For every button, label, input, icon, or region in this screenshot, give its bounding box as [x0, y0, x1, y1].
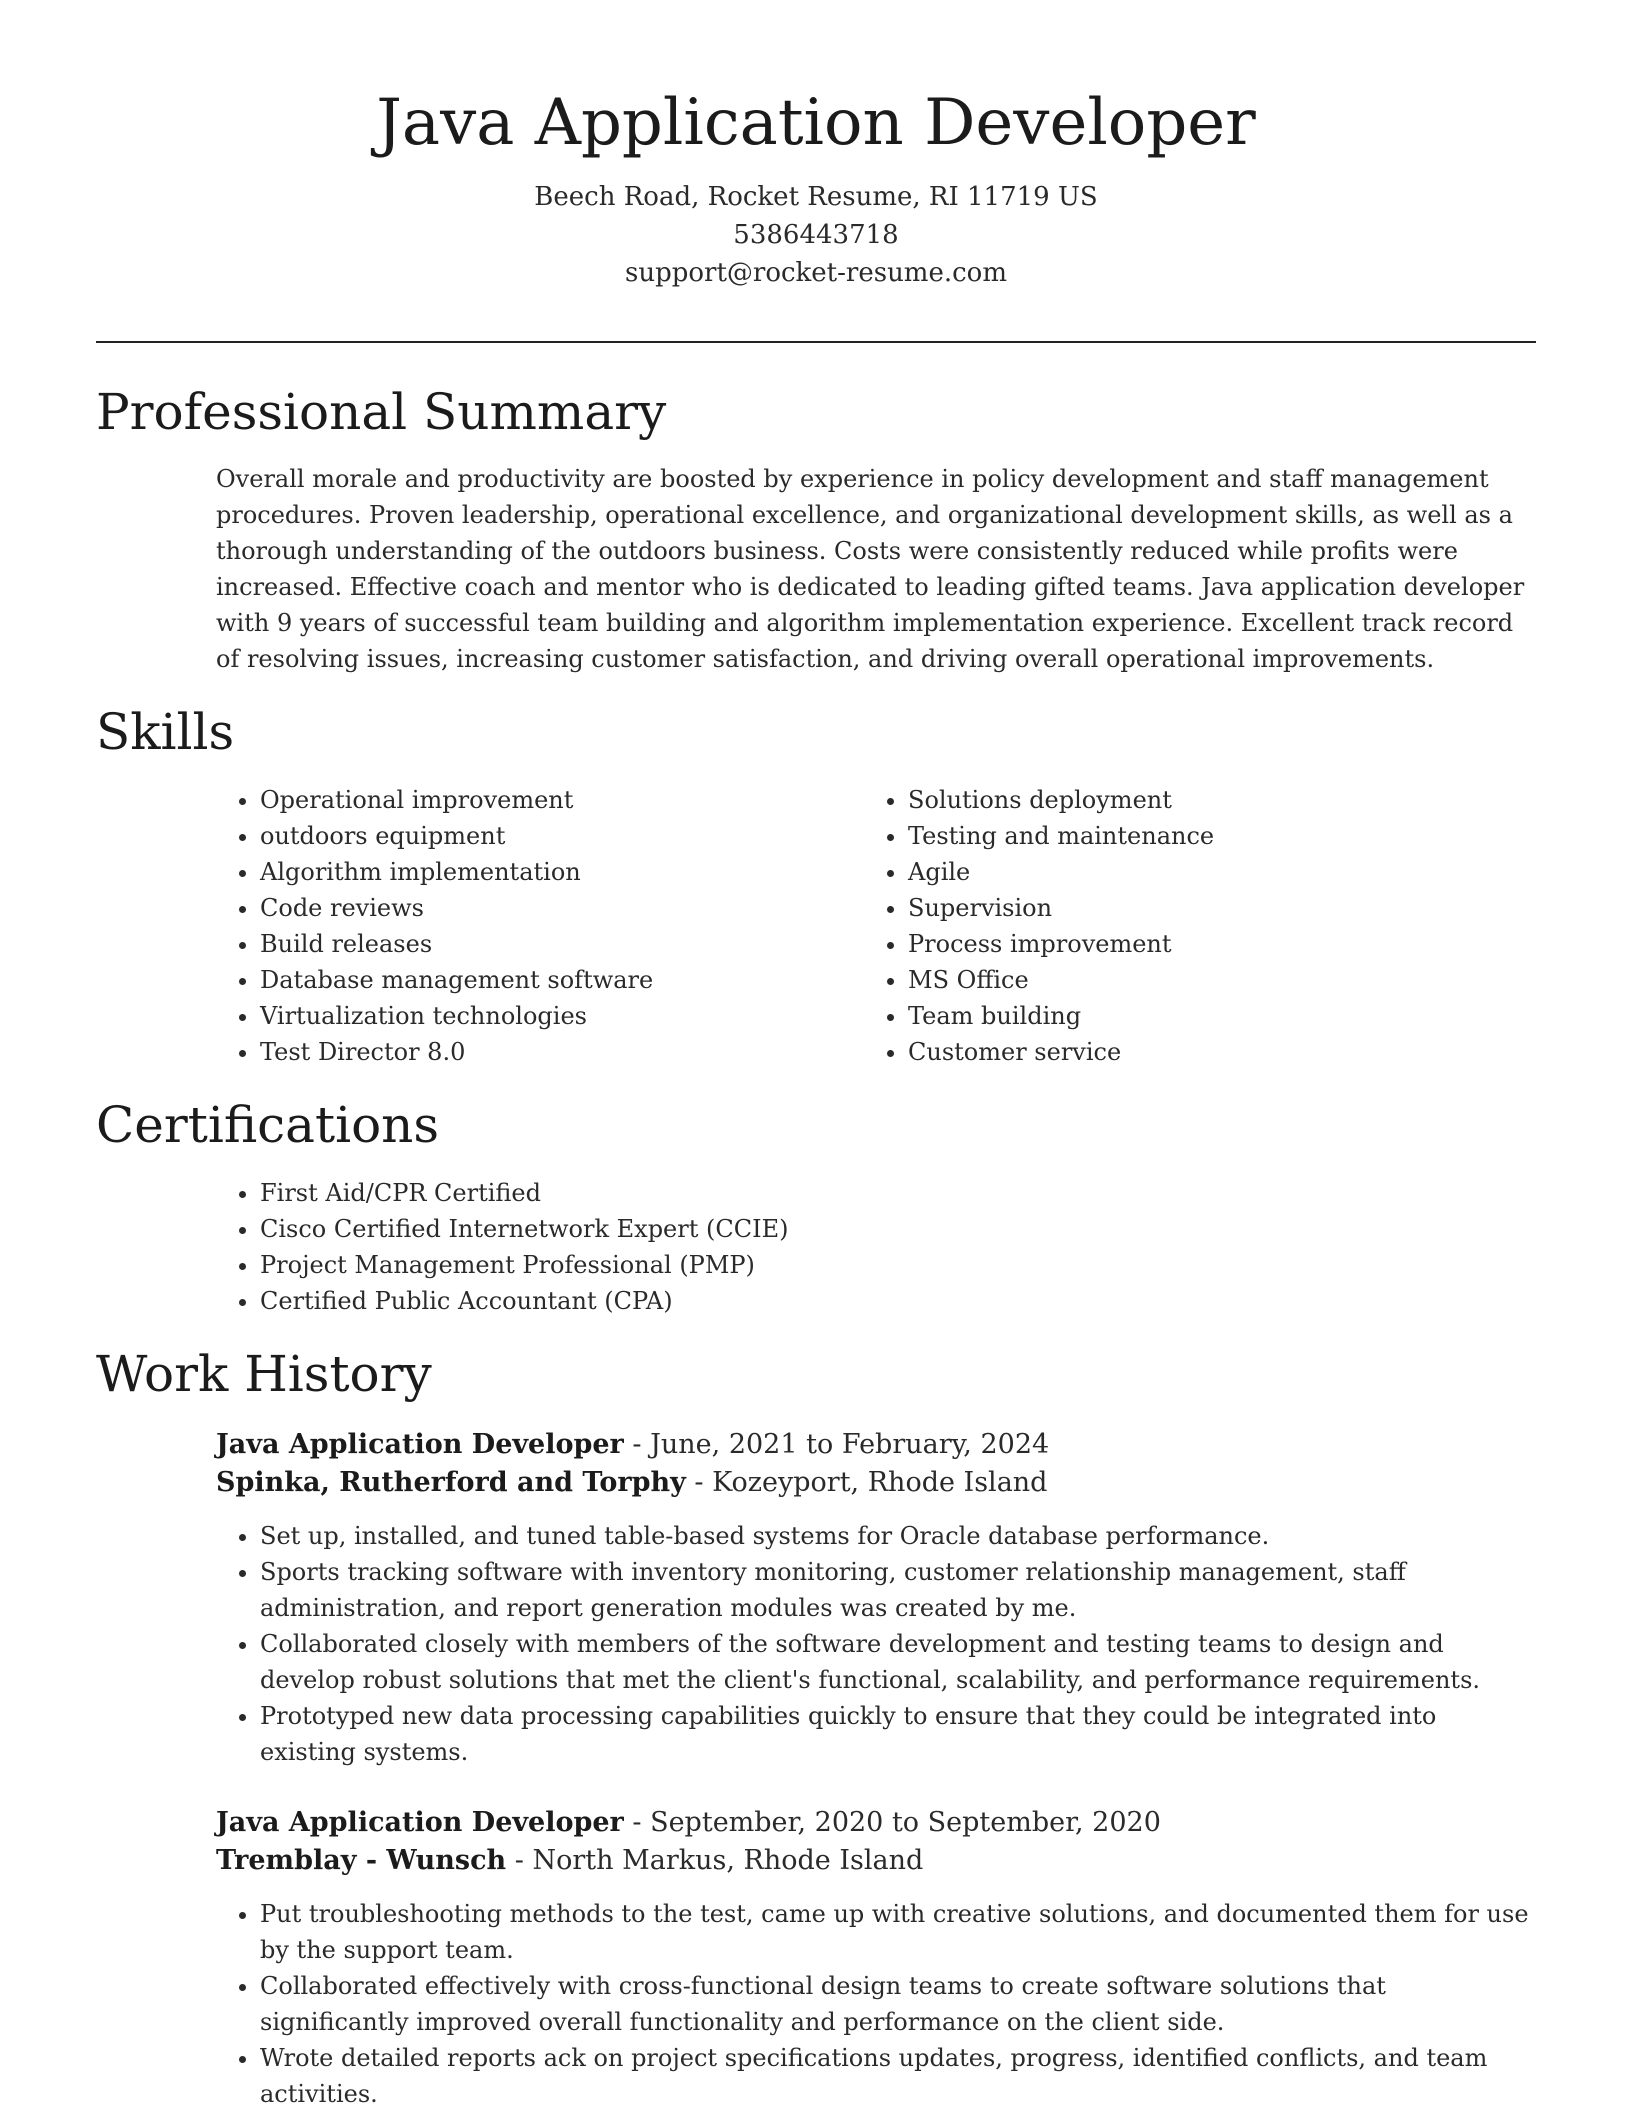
job-company-line [216, 1464, 1536, 1502]
certification-item: • Project Management Professional (PMP) [260, 1247, 788, 1283]
header-divider [96, 341, 1536, 343]
skill-item: • Solutions deployment [908, 782, 1214, 818]
address: Beech Road, Rocket Resume, RI 11719 US [534, 182, 1098, 212]
certifications-list [216, 1175, 788, 1319]
skill-item: • Test Director 8.0 [260, 1034, 653, 1070]
skill-item: • Customer service [908, 1034, 1214, 1070]
job-bullets [216, 1518, 1536, 1770]
job-bullet: • Sports tracking software with inventory monitoring, customer relationship management, staff administration, and report generation modules was created by me. [260, 1554, 1536, 1626]
job-bullet: • Set up, installed, and tuned table-based systems for Oracle database performance. [260, 1518, 1536, 1554]
certification-item: • Cisco Certified Internetwork Expert (CCIE) [260, 1211, 788, 1247]
job-dates: - September, 2020 to September, 2020 [623, 1807, 1161, 1838]
skill-item: • MS Office [908, 962, 1214, 998]
skill-item: • Operational improvement [260, 782, 653, 818]
job-bullet: • Collaborated closely with members of the software development and testing teams to design and develop robust solutions that met the client's functional, scalability, and performance requirements. [260, 1626, 1536, 1698]
skill-item: • Code reviews [260, 890, 653, 926]
job-bullet: • Prototyped new data processing capabilities quickly to ensure that they could be integrated into existing systems. [260, 1698, 1536, 1770]
job-title-line [216, 1426, 1536, 1464]
resume-header [0, 80, 1632, 292]
job-company: Spinka, Rutherford and Torphy [216, 1467, 686, 1498]
job-bullet: • Collaborated effectively with cross-functional design teams to create software solutions that significantly improved overall functionality and performance on the client side. [260, 1968, 1536, 2040]
job-company: Tremblay - Wunsch [216, 1845, 507, 1876]
job-location: - North Markus, Rhode Island [506, 1845, 924, 1876]
job-entry [216, 1426, 1536, 1770]
skill-item: • Algorithm implementation [260, 854, 653, 890]
job-location: - Kozeyport, Rhode Island [685, 1467, 1048, 1498]
job-title-line [216, 1804, 1536, 1842]
skills-column-left [216, 782, 653, 1070]
skill-item: • Virtualization technologies [260, 998, 653, 1034]
skill-item: • Database management software [260, 962, 653, 998]
job-dates: - June, 2021 to February, 2024 [623, 1429, 1050, 1460]
job-entry [216, 1804, 1536, 2112]
email: support@rocket-resume.com [624, 258, 1007, 288]
skill-item: • Build releases [260, 926, 653, 962]
skills-column-right [864, 782, 1214, 1070]
phone: 5386443718 [733, 220, 899, 250]
certifications-heading: Certifications [96, 1096, 440, 1154]
skills-heading: Skills [96, 703, 235, 761]
summary-heading: Professional Summary [96, 383, 667, 441]
certification-item: • Certified Public Accountant (CPA) [260, 1283, 788, 1319]
skill-item: • outdoors equipment [260, 818, 653, 854]
job-role: Java Application Developer [216, 1807, 624, 1838]
job-company-line [216, 1842, 1536, 1880]
skill-item: • Supervision [908, 890, 1214, 926]
job-bullets [216, 1896, 1536, 2112]
skill-item: • Agile [908, 854, 1214, 890]
work-history-heading: Work History [96, 1345, 432, 1403]
job-role: Java Application Developer [216, 1429, 624, 1460]
job-bullet: • Put troubleshooting methods to the test, came up with creative solutions, and documented them for use by the support team. [260, 1896, 1536, 1968]
summary-text: Overall morale and productivity are boosted by experience in policy development and staff management procedures. Proven leadership, operational excellence, and organizational development skills, as well as a thorough understanding of the outdoors business. Costs were consistently reduced while profits were increased. Effective coach and mentor who is dedicated to leading gifted teams. Java application developer with 9 years of successful team building and algorithm implementation experience. Excellent track record of resolving issues, increasing customer satisfaction, and driving overall operational improvements. [216, 465, 1525, 673]
job-bullet: • Wrote detailed reports ack on project specifications updates, progress, identified conflicts, and team activities. [260, 2040, 1536, 2112]
candidate-name: Java Application Developer [376, 86, 1256, 160]
certification-item: • First Aid/CPR Certified [260, 1175, 788, 1211]
skill-item: • Team building [908, 998, 1214, 1034]
skill-item: • Testing and maintenance [908, 818, 1214, 854]
skill-item: • Process improvement [908, 926, 1214, 962]
